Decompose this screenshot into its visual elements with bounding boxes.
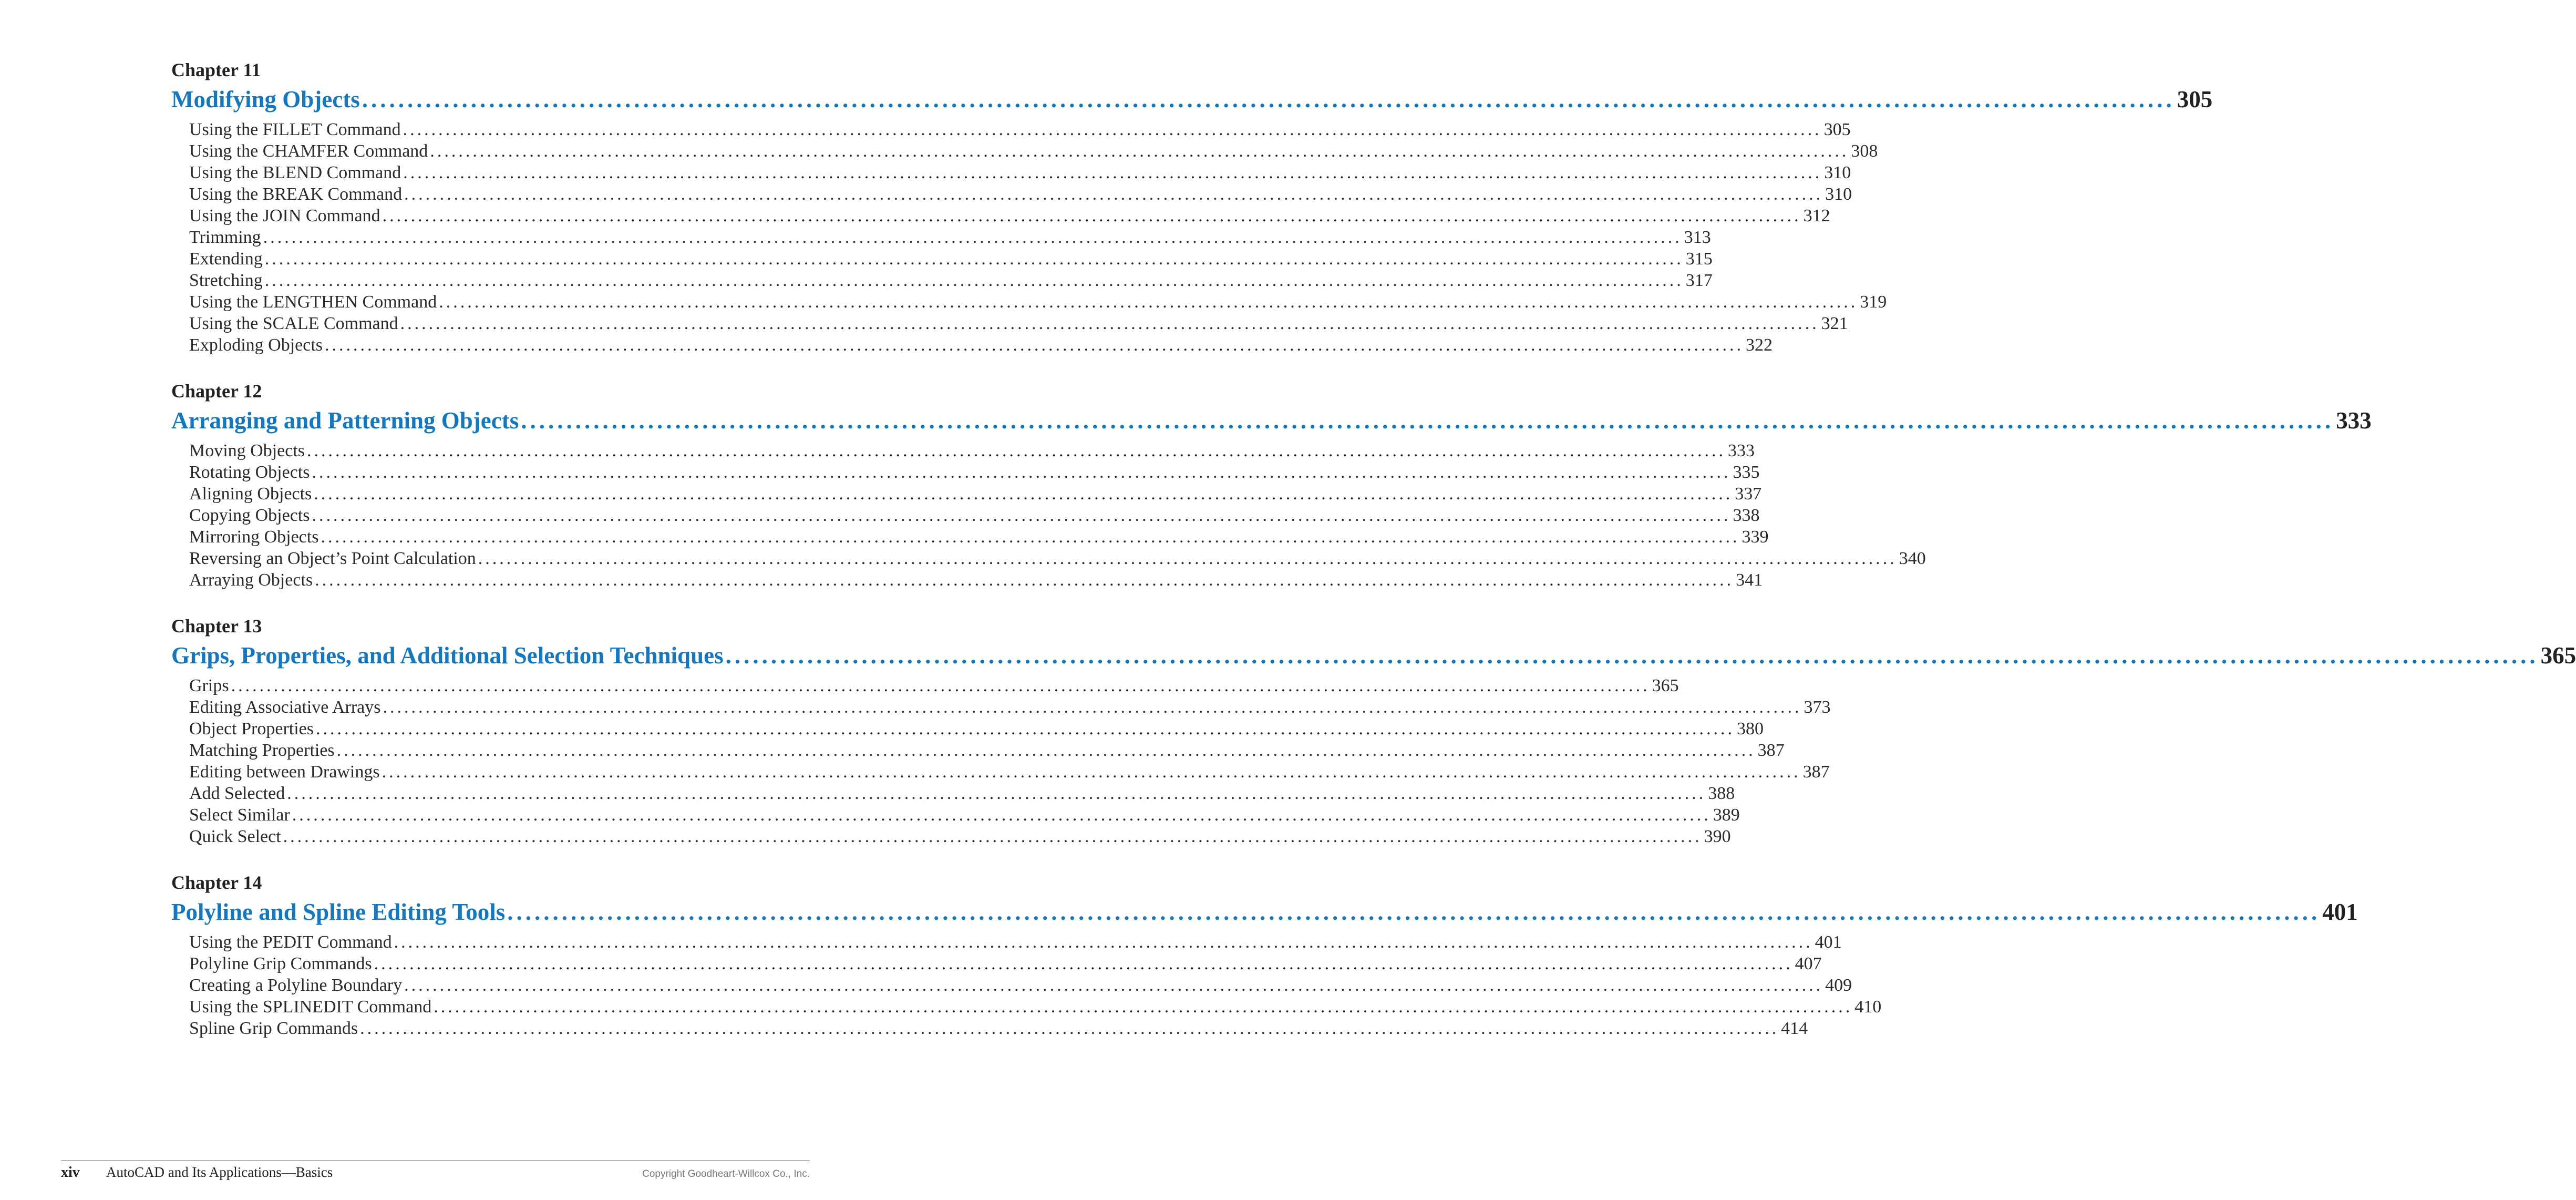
chapter-title[interactable]: Arranging and Patterning Objects xyxy=(171,407,519,434)
entry-title[interactable]: Trimming xyxy=(189,228,261,247)
toc-entry[interactable] xyxy=(171,675,1679,696)
dot-leader: ........................................................................................................................................................................................................ xyxy=(292,805,1711,825)
toc-entry[interactable] xyxy=(171,761,1830,783)
dot-leader: ........................................................................................................................................................................................................ xyxy=(283,827,1702,846)
toc-entry[interactable] xyxy=(171,483,1762,505)
entry-page-number: 414 xyxy=(1781,1019,1808,1038)
page-footer xyxy=(61,1161,810,1181)
toc-entry[interactable] xyxy=(171,783,1735,804)
dot-leader: ........................................................................................................................................................................................................ xyxy=(316,719,1735,739)
entry-title[interactable]: Using the BREAK Command xyxy=(189,184,403,204)
toc-entry[interactable] xyxy=(171,996,1882,1018)
entry-page-number: 305 xyxy=(1823,120,1851,139)
entry-title[interactable]: Matching Properties xyxy=(189,741,335,760)
toc-entry[interactable] xyxy=(171,931,1842,953)
entry-title[interactable]: Arraying Objects xyxy=(189,570,313,590)
entry-page-number: 339 xyxy=(1742,527,1769,547)
entry-title[interactable]: Mirroring Objects xyxy=(189,527,319,547)
dot-leader: ........................................................................................................................................................................................................ xyxy=(264,249,1684,269)
chapter-section xyxy=(171,377,2372,591)
chapter-page-number: 365 xyxy=(2540,642,2576,669)
chapter-title-row[interactable] xyxy=(171,897,2358,927)
dot-leader: ........................................................................................................................................................................................................ xyxy=(430,141,1849,161)
toc-entry[interactable] xyxy=(171,227,1711,248)
entry-page-number: 335 xyxy=(1733,463,1760,482)
entry-page-number: 310 xyxy=(1824,163,1851,182)
toc-entry[interactable] xyxy=(171,270,1713,291)
toc-entry[interactable] xyxy=(171,119,1851,140)
entry-page-number: 365 xyxy=(1652,676,1679,695)
chapter-label: Chapter 11 xyxy=(171,59,261,80)
entry-title[interactable]: Extending xyxy=(189,249,263,269)
toc-entry[interactable] xyxy=(171,826,1731,847)
entry-title[interactable]: Using the FILLET Command xyxy=(189,120,401,139)
chapter-page-number: 401 xyxy=(2322,899,2358,925)
entry-page-number: 373 xyxy=(1804,698,1831,717)
entry-title[interactable]: Stretching xyxy=(189,271,263,290)
dot-leader: ........................................................................................................................................................................................................ xyxy=(362,86,2175,112)
chapter-title-row[interactable] xyxy=(171,640,2576,671)
dot-leader: ........................................................................................................................................................................................................ xyxy=(312,506,1731,525)
dot-leader: ........................................................................................................................................................................................................ xyxy=(382,762,1801,782)
dot-leader: ........................................................................................................................................................................................................ xyxy=(312,463,1731,482)
entry-title[interactable]: Aligning Objects xyxy=(189,484,312,504)
dot-leader: ........................................................................................................................................................................................................ xyxy=(439,292,1858,312)
chapter-title-row[interactable] xyxy=(171,84,2213,115)
entry-page-number: 341 xyxy=(1736,570,1763,590)
toc-entry[interactable] xyxy=(171,461,1760,483)
dot-leader: ........................................................................................................................................................................................................ xyxy=(321,527,1740,547)
entry-title[interactable]: Using the JOIN Command xyxy=(189,206,380,225)
entry-page-number: 317 xyxy=(1685,271,1713,290)
entry-title[interactable]: Editing between Drawings xyxy=(189,762,380,782)
dot-leader: ........................................................................................................................................................................................................ xyxy=(403,163,1822,182)
entry-page-number: 338 xyxy=(1733,506,1760,525)
entry-title[interactable]: Grips xyxy=(189,676,229,695)
footer-book-title: AutoCAD and Its Applications—Basics xyxy=(106,1164,333,1180)
dot-leader: ........................................................................................................................................................................................................ xyxy=(404,184,1823,204)
dot-leader: ........................................................................................................................................................................................................ xyxy=(263,228,1682,247)
toc-entry[interactable] xyxy=(171,505,1760,526)
dot-leader: ........................................................................................................................................................................................................ xyxy=(325,335,1744,355)
dot-leader: ........................................................................................................................................................................................................ xyxy=(725,642,2539,669)
toc-entry[interactable] xyxy=(171,569,1763,591)
chapter-label: Chapter 13 xyxy=(171,616,262,637)
entry-page-number: 308 xyxy=(1851,141,1878,161)
toc-entry[interactable] xyxy=(171,440,1755,461)
entry-title[interactable]: Using the BLEND Command xyxy=(189,163,401,182)
chapter-page-number: 305 xyxy=(2177,86,2213,112)
toc-entry[interactable] xyxy=(171,291,1887,313)
toc-entry[interactable] xyxy=(171,334,1773,356)
toc-entry[interactable] xyxy=(171,1018,1808,1039)
entry-title[interactable]: Creating a Polyline Boundary xyxy=(189,976,403,995)
toc-entry[interactable] xyxy=(171,162,1851,183)
dot-leader: ........................................................................................................................................................................................................ xyxy=(394,932,1813,952)
chapter-title[interactable]: Modifying Objects xyxy=(171,86,360,112)
entry-title[interactable]: Quick Select xyxy=(189,827,281,846)
dot-leader: ........................................................................................................................................................................................................ xyxy=(231,676,1650,695)
entry-page-number: 321 xyxy=(1821,314,1848,333)
chapter-label: Chapter 12 xyxy=(171,381,262,402)
entry-title[interactable]: Using the SPLINEDIT Command xyxy=(189,997,432,1017)
chapter-section xyxy=(171,56,2213,356)
chapter-page-number: 333 xyxy=(2336,407,2372,434)
dot-leader: ........................................................................................................................................................................................................ xyxy=(383,698,1802,717)
entry-page-number: 409 xyxy=(1825,976,1852,995)
toc-entry[interactable] xyxy=(171,183,1852,205)
toc-entry[interactable] xyxy=(171,696,1831,718)
entry-page-number: 410 xyxy=(1854,997,1882,1017)
toc-entry[interactable] xyxy=(171,548,1926,569)
entry-page-number: 387 xyxy=(1802,762,1830,782)
table-of-contents xyxy=(171,56,2576,1060)
entry-title[interactable]: Exploding Objects xyxy=(189,335,323,355)
footer-copyright: Copyright Goodheart-Willcox Co., Inc. xyxy=(642,1168,810,1180)
toc-entry[interactable] xyxy=(171,526,1769,548)
dot-leader: ........................................................................................................................................................................................................ xyxy=(315,570,1734,590)
dot-leader: ........................................................................................................................................................................................................ xyxy=(400,314,1819,333)
entry-page-number: 380 xyxy=(1737,719,1764,739)
dot-leader: ........................................................................................................................................................................................................ xyxy=(521,407,2334,434)
entry-page-number: 313 xyxy=(1684,228,1711,247)
entry-page-number: 388 xyxy=(1708,784,1735,803)
entry-page-number: 389 xyxy=(1713,805,1740,825)
chapter-title-row[interactable] xyxy=(171,405,2372,436)
entry-page-number: 310 xyxy=(1825,184,1852,204)
entry-page-number: 390 xyxy=(1704,827,1731,846)
entry-title[interactable]: Copying Objects xyxy=(189,506,310,525)
entry-title[interactable]: Spline Grip Commands xyxy=(189,1019,358,1038)
entry-title[interactable]: Using the SCALE Command xyxy=(189,314,398,333)
dot-leader: ........................................................................................................................................................................................................ xyxy=(264,271,1684,290)
entry-title[interactable]: Select Similar xyxy=(189,805,290,825)
chapter-section xyxy=(171,612,2576,847)
entry-page-number: 337 xyxy=(1735,484,1762,504)
toc-entry[interactable] xyxy=(171,248,1713,270)
dot-leader: ........................................................................................................................................................................................................ xyxy=(287,784,1706,803)
entry-title[interactable]: Using the PEDIT Command xyxy=(189,932,392,952)
entry-title[interactable]: Using the LENGTHEN Command xyxy=(189,292,437,312)
entry-title[interactable]: Moving Objects xyxy=(189,441,305,460)
dot-leader: ........................................................................................................................................................................................................ xyxy=(314,484,1733,504)
footer-page-number: xiv xyxy=(61,1164,80,1181)
toc-entry[interactable] xyxy=(171,804,1740,826)
entry-page-number: 319 xyxy=(1860,292,1887,312)
dot-leader: ........................................................................................................................................................................................................ xyxy=(478,549,1897,568)
toc-entry[interactable] xyxy=(171,718,1764,740)
chapter-title[interactable]: Polyline and Spline Editing Tools xyxy=(171,899,506,925)
entry-page-number: 315 xyxy=(1685,249,1713,269)
dot-leader: ........................................................................................................................................................................................................ xyxy=(307,441,1726,460)
dot-leader: ........................................................................................................................................................................................................ xyxy=(404,976,1823,995)
entry-title[interactable]: Editing Associative Arrays xyxy=(189,698,381,717)
dot-leader: ........................................................................................................................................................................................................ xyxy=(382,206,1801,225)
entry-title[interactable]: Object Properties xyxy=(189,719,314,739)
entry-page-number: 322 xyxy=(1746,335,1773,355)
entry-title[interactable]: Add Selected xyxy=(189,784,285,803)
entry-title[interactable]: Using the CHAMFER Command xyxy=(189,141,428,161)
chapter-title[interactable]: Grips, Properties, and Additional Selection Techniques xyxy=(171,642,724,669)
dot-leader: ........................................................................................................................................................................................................ xyxy=(507,899,2321,925)
toc-entry[interactable] xyxy=(171,975,1852,996)
dot-leader: ........................................................................................................................................................................................................ xyxy=(360,1019,1779,1038)
entry-page-number: 333 xyxy=(1728,441,1755,460)
toc-entry[interactable] xyxy=(171,953,1822,975)
dot-leader: ........................................................................................................................................................................................................ xyxy=(374,954,1793,973)
toc-entry[interactable] xyxy=(171,313,1848,334)
chapter-label: Chapter 14 xyxy=(171,872,262,893)
dot-leader: ........................................................................................................................................................................................................ xyxy=(403,120,1822,139)
entry-title[interactable]: Reversing an Object’s Point Calculation xyxy=(189,549,476,568)
dot-leader: ........................................................................................................................................................................................................ xyxy=(336,741,1756,760)
entry-page-number: 387 xyxy=(1757,741,1785,760)
entry-page-number: 401 xyxy=(1815,932,1842,952)
entry-title[interactable]: Polyline Grip Commands xyxy=(189,954,372,973)
entry-page-number: 407 xyxy=(1795,954,1822,973)
entry-title[interactable]: Rotating Objects xyxy=(189,463,310,482)
entry-page-number: 312 xyxy=(1803,206,1830,225)
toc-entry[interactable] xyxy=(171,140,1878,162)
toc-entry[interactable] xyxy=(171,205,1830,227)
entry-page-number: 340 xyxy=(1899,549,1926,568)
dot-leader: ........................................................................................................................................................................................................ xyxy=(434,997,1853,1017)
chapter-section xyxy=(171,868,2358,1039)
toc-entry[interactable] xyxy=(171,740,1785,761)
